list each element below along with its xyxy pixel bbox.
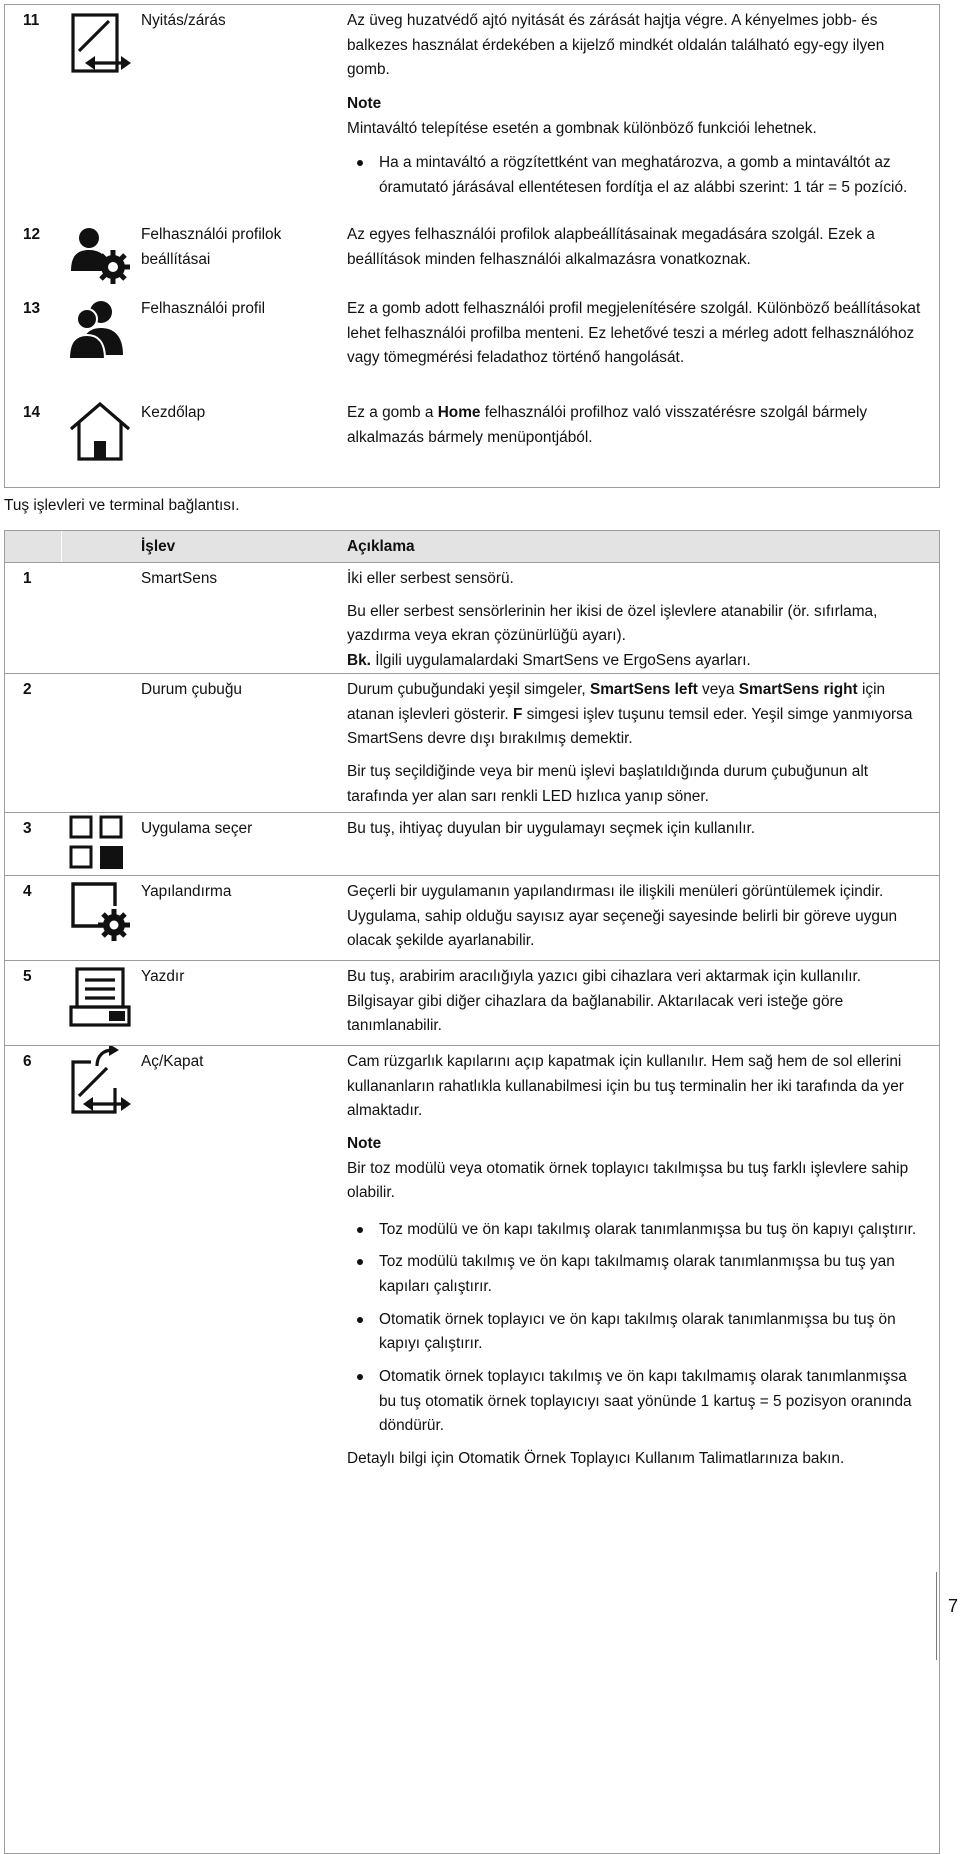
text-span: Ez a gomb a xyxy=(347,404,438,421)
bullet-item: Otomatik örnek toplayıcı ve ön kapı takılmış olarak tanımlanmışsa bu tuş ön kapıyı çalıştırır. xyxy=(347,1308,927,1357)
note-text: Bir toz modülü veya otomatik örnek toplayıcı takılmışsa bu tuş farklı işlevlere sahip olabilir. xyxy=(347,1159,909,1202)
row-description xyxy=(347,678,927,809)
note-label: Note xyxy=(347,94,382,112)
row-number: 13 xyxy=(23,300,41,317)
note-label: Note xyxy=(347,1134,382,1152)
table-row-1 xyxy=(5,563,939,674)
row-number: 6 xyxy=(23,1053,32,1070)
open-close-rotate-icon xyxy=(67,1046,133,1120)
table-header xyxy=(5,531,939,563)
table-row-12 xyxy=(5,223,939,299)
reference-text: İlgili uygulamalardaki SmartSens ve ErgoSens ayarları. xyxy=(370,651,751,669)
note-text: Mintaváltó telepítése esetén a gombnak különböző funkciói lehetnek. xyxy=(347,119,817,137)
row-label: SmartSens xyxy=(141,570,218,587)
page-number-divider xyxy=(936,1572,937,1660)
description-text: İki eller serbest sensörü. xyxy=(347,570,514,587)
bullet-item: Otomatik örnek toplayıcı takılmış ve ön kapı takılmamış olarak tanımlanmışsa bu tuş otomatik örnek toplayıcıyı saat yönünde 1 kartuş = 5 pozisyon oranında döndürür. xyxy=(347,1365,927,1439)
row-label: Yazdır xyxy=(141,968,185,985)
table-row-4 xyxy=(5,876,939,961)
key-function-table xyxy=(4,530,940,1854)
text-span: veya xyxy=(697,681,739,698)
home-keyword: Home xyxy=(437,404,481,421)
table-caption: Tuş işlevleri ve terminal bağlantısı. xyxy=(4,497,240,514)
door-open-close-icon xyxy=(67,11,133,77)
row-number: 3 xyxy=(23,820,32,837)
row-description: Geçerli bir uygulamanın yapılandırması ile ilişkili menüleri görüntülemek içindir. Uygulama, sahip olduğu sayısız ayar seçeneği sayesinde belirli bir göreve uygun olacak şekilde ayarlanabilir. xyxy=(347,883,898,950)
text-span: simgesi işlev tuşunu temsil eder. Yeşil simge yanmıyorsa SmartSens devre dışı bırakılmış demektir. xyxy=(347,705,913,748)
row-label: Felhasználói profil xyxy=(141,300,266,317)
row-description xyxy=(347,567,927,674)
text-span: felhasználói profilhoz való visszatérésre szolgál bármely alkalmazás bármely menüpontjából. xyxy=(347,404,868,446)
row-description xyxy=(347,9,927,200)
printer-icon xyxy=(67,965,133,1031)
row-description xyxy=(347,401,927,450)
table-row-3 xyxy=(5,813,939,876)
row-description: Bu tuş, ihtiyaç duyulan bir uygulamayı seçmek için kullanılır. xyxy=(347,820,756,837)
table-row-13 xyxy=(5,297,939,401)
table-row-14 xyxy=(5,401,939,485)
user-profile-icon xyxy=(67,297,133,363)
table-row-2 xyxy=(5,674,939,813)
row-number: 11 xyxy=(23,12,40,29)
row-description: Bu tuş, arabirim aracılığıyla yazıcı gibi cihazlara veri aktarmak için kullanılır. Bilgisayar gibi diğer cihazlara da bağlanabilir. Aktarılacak veri isteğe göre tanımlanabilir. xyxy=(347,968,862,1035)
row-number: 12 xyxy=(23,226,41,243)
reference-text: Detaylı bilgi için Otomatik Örnek Toplayıcı Kullanım Talimatlarınıza bakın. xyxy=(347,1449,845,1467)
table-row-6 xyxy=(5,1046,939,1846)
text-span: için atanan işlevleri gösterir. xyxy=(347,681,886,723)
row-number: 14 xyxy=(23,404,41,421)
row-description: Ez a gomb adott felhasználói profil megjelenítésére szolgál. Különböző beállításokat lehet felhasználói profilba menteni. Ez lehetővé teszi a mérleg adott felhasználóhoz vagy tömegmérési feladathoz történő hangolását. xyxy=(347,300,921,367)
reference-label: Bk. xyxy=(347,651,371,669)
row-number: 2 xyxy=(23,681,32,698)
description-text: Bu eller serbest sensörlerinin her ikisi de özel işlevlere atanabilir (ör. sıfırlama, yazdırma veya ekran çözünürlüğü ayarı). xyxy=(347,602,878,645)
header-function: İşlev xyxy=(141,538,176,555)
user-profile-settings-icon xyxy=(67,221,133,287)
bullet-item: Ha a mintaváltó a rögzítettként van meghatározva, a gomb a mintaváltót az óramutató járásával ellentétesen fordítja el az alábbi szerint: 1 tár = 5 pozíció. xyxy=(347,151,927,200)
row-number: 4 xyxy=(23,883,32,900)
home-icon xyxy=(67,399,133,465)
row-label: Felhasználói profilok beállításai xyxy=(141,226,282,268)
row-number: 5 xyxy=(23,968,32,985)
description-text: Bir tuş seçildiğinde veya bir menü işlevi başlatıldığında durum çubuğunun alt tarafında yer alan sarı renkli LED hızlıca yanıp söner. xyxy=(347,762,869,805)
description-text: Cam rüzgarlık kapılarını açıp kapatmak için kullanılır. Hem sağ hem de sol ellerini kullananların rahatlıkla kullanabilmesi için bu tuş terminalin her iki tarafında da yer almaktadır. xyxy=(347,1053,904,1120)
row-description xyxy=(347,1050,927,1472)
app-selector-grid-icon xyxy=(67,813,127,873)
smartsens-right-keyword: SmartSens right xyxy=(738,681,858,698)
function-table-continued xyxy=(4,4,940,488)
bullet-item: Toz modülü takılmış ve ön kapı takılmamış olarak tanımlanmışsa bu tuş yan kapıları çalıştırır. xyxy=(347,1250,927,1299)
f-keyword: F xyxy=(512,705,523,723)
row-number: 1 xyxy=(23,570,32,587)
row-label: Durum çubuğu xyxy=(141,681,242,698)
configuration-gear-icon xyxy=(67,878,133,944)
description-text: Az üveg huzatvédő ajtó nyitását és zárását hajtja végre. A kényelmes jobb- és balkezes használat érdekében a kijelző mindkét oldalán található egy-egy ilyen gomb. xyxy=(347,12,885,79)
row-label: Kezdőlap xyxy=(141,404,206,421)
row-label: Yapılandırma xyxy=(141,883,232,900)
table-row-5 xyxy=(5,961,939,1046)
row-label: Aç/Kapat xyxy=(141,1053,204,1070)
row-label: Nyitás/zárás xyxy=(141,12,226,29)
row-label: Uygulama seçer xyxy=(141,820,253,837)
bullet-item: Toz modülü ve ön kapı takılmış olarak tanımlanmışsa bu tuş ön kapıyı çalıştırır. xyxy=(347,1218,927,1243)
smartsens-left-keyword: SmartSens left xyxy=(589,681,698,698)
text-span: Durum çubuğundaki yeşil simgeler, xyxy=(347,681,590,698)
row-description: Az egyes felhasználói profilok alapbeállításainak megadására szolgál. Ezek a beállítások minden felhasználói alkalmazásra vonatkoznak. xyxy=(347,226,875,268)
header-divider xyxy=(61,531,62,562)
table-row-11 xyxy=(5,9,939,223)
page-number: 7 xyxy=(948,1596,959,1616)
header-description: Açıklama xyxy=(347,538,415,555)
